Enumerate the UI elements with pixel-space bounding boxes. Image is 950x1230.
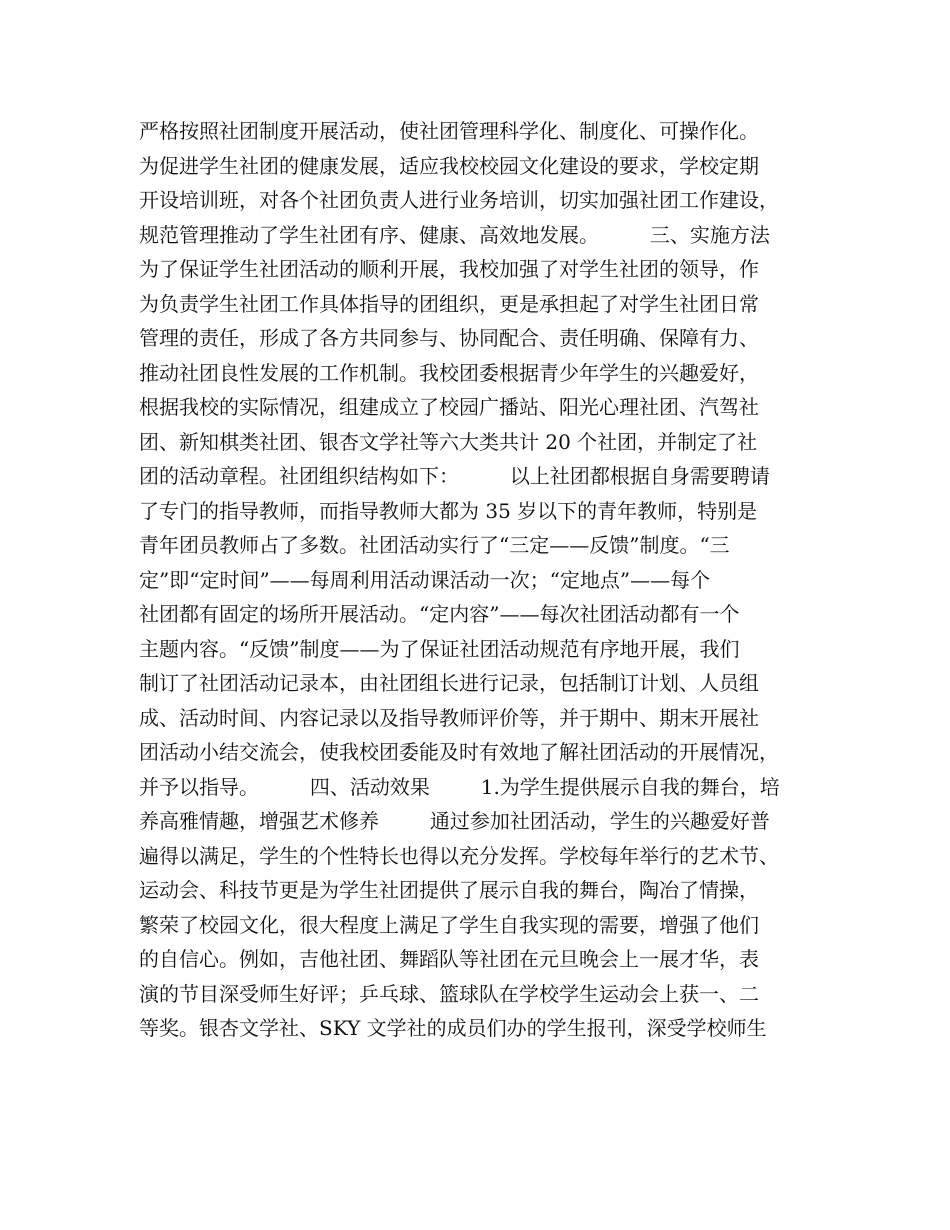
text-line: 主题内容。“反馈”制度——为了保证社团活动规范有序地开展，我们	[139, 636, 740, 661]
text-line: 团的活动章程。社团组织结构如下： 以上社团都根据自身需要聘请	[139, 464, 770, 488]
text-line: 青年团员教师占了多数。社团活动实行了“三定——反馈”制度。“三	[139, 533, 730, 557]
text-line: 等奖。银杏文学社、SKY 文学社的成员们办的学生报刊，深受学校师生	[139, 1016, 767, 1040]
text-line: 推动社团良性发展的工作机制。我校团委根据青少年学生的兴趣爱好，	[139, 360, 759, 385]
text-line: 规范管理推动了学生社团有序、健康、高效地发展。 三、实施方法	[139, 222, 770, 247]
text-line: 为促进学生社团的健康发展，适应我校校园文化建设的要求，学校定期	[139, 153, 759, 178]
text-line: 开设培训班，对各个社团负责人进行业务培训，切实加强社团工作建设，	[139, 188, 779, 212]
text-line: 繁荣了校园文化，很大程度上满足了学生自我实现的需要，增强了他们	[139, 912, 759, 937]
text-line: 遍得以满足，学生的个性特长也得以充分发挥。学校每年举行的艺术节、	[139, 843, 779, 868]
text-line: 管理的责任，形成了各方共同参与、协同配合、责任明确、保障有力、	[139, 326, 759, 350]
text-line: 演的节目深受师生好评；乒乓球、篮球队在学校学生运动会上获一、二	[139, 981, 759, 1006]
text-line: 运动会、科技节更是为学生社团提供了展示自我的舞台，陶冶了情操，	[139, 878, 759, 902]
text-line: 根据我校的实际情况，组建成立了校园广播站、阳光心理社团、汽驾社	[139, 395, 759, 419]
text-line: 为负责学生社团工作具体指导的团组织，更是承担起了对学生社团日常	[139, 291, 759, 316]
text-line: 成、活动时间、内容记录以及指导教师评价等，并于期中、期末开展社	[139, 705, 759, 730]
body-text	[139, 114, 829, 1046]
text-line: 定”即“定时间”——每周利用活动课活动一次；“定地点”——每个	[139, 567, 711, 592]
text-line: 团活动小结交流会，使我校团委能及时有效地了解社团活动的开展情况，	[139, 740, 779, 764]
text-line: 养高雅情趣，增强艺术修养 通过参加社团活动，学生的兴趣爱好普	[139, 809, 770, 833]
text-line: 并予以指导。 四、活动效果 1.为学生提供展示自我的舞台，培	[139, 774, 780, 799]
text-line: 为了保证学生社团活动的顺利开展，我校加强了对学生社团的领导，作	[139, 257, 759, 281]
text-line: 严格按照社团制度开展活动，使社团管理科学化、制度化、可操作化。	[139, 119, 759, 143]
text-line: 社团都有固定的场所开展活动。“定内容”——每次社团活动都有一个	[139, 602, 740, 626]
text-line: 的自信心。例如，吉他社团、舞蹈队等社团在元旦晚会上一展才华，表	[139, 947, 759, 971]
text-line: 制订了社团活动记录本，由社团组长进行记录，包括制订计划、人员组	[139, 671, 759, 695]
text-line: 团、新知棋类社团、银杏文学社等六大类共计 20 个社团，并制定了社	[139, 429, 758, 454]
text-line: 了专门的指导教师，而指导教师大都为 35 岁以下的青年教师，特别是	[139, 498, 758, 523]
